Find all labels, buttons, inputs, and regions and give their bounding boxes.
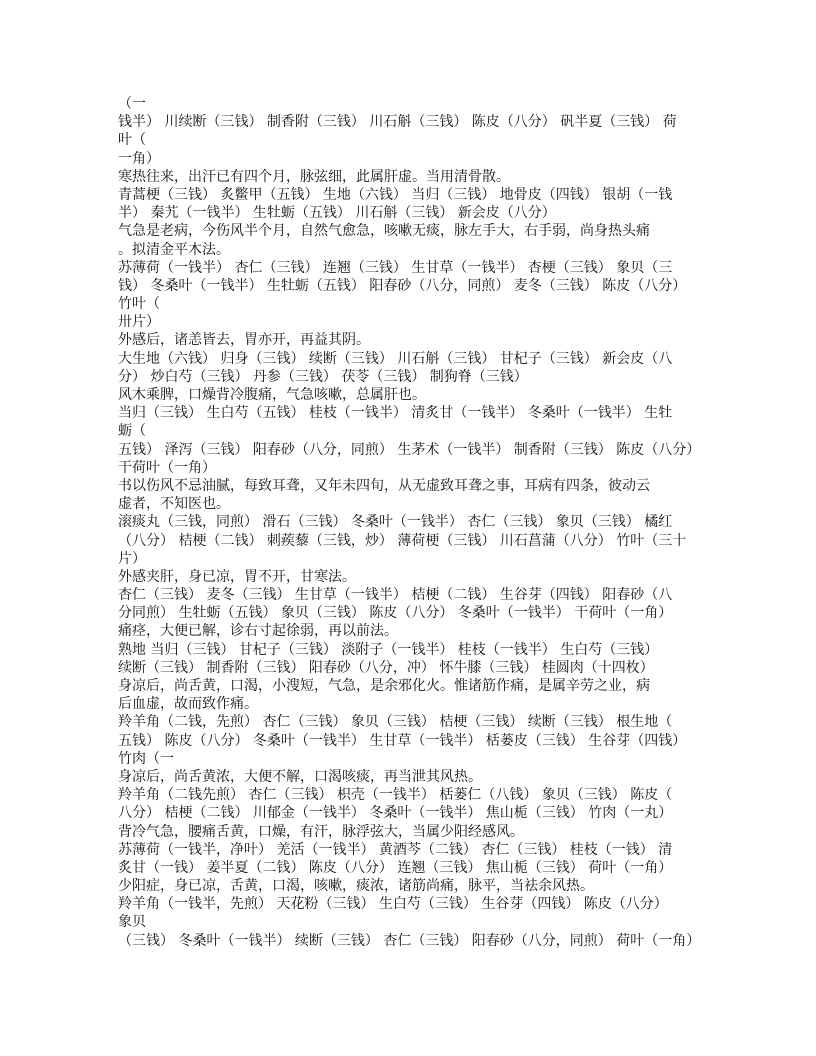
prescription-line: 续断（三钱） 制香附（三钱） 阳春砂（八分，冲） 怀牛膝（三钱） 桂圆肉（十四枚） [118, 659, 654, 676]
prescription-line: 竹肉（一 [118, 750, 174, 767]
prescription-line: 竹叶（ [118, 296, 160, 313]
prescription-line: 五钱） 陈皮（八分） 冬桑叶（一钱半） 生甘草（一钱半） 栝蒌皮（三钱） 生谷芽（四钱） [118, 732, 687, 749]
case-note: 背冷气急，腰痛舌黄，口燥，有汗，脉浮弦大，当属少阳经感风。 [118, 823, 524, 840]
text-line: （一 [118, 96, 146, 112]
prescription-line: 炙甘（一钱） 姜半夏（二钱） 陈皮（八分） 连翘（三钱） 焦山栀（三钱） 荷叶（一角） [118, 859, 673, 876]
text-line: 钱半） 川续断（三钱） 制香附（三钱） 川石斛（三钱） 陈皮（八分） 矾半夏（三钱） 荷 [118, 114, 677, 131]
text-line: 叶（ [118, 132, 146, 149]
prescription-line: 半） 秦艽（一钱半） 生牡蛎（五钱） 川石斛（三钱） 新会皮（八分） [118, 205, 556, 222]
prescription-line: 分） 炒白芍（三钱） 丹参（三钱） 茯苓（三钱） 制狗脊（三钱） [118, 368, 528, 385]
text-line: 一角） [118, 150, 160, 167]
case-note: 。拟清金平木法。 [118, 241, 230, 258]
prescription-line: （三钱） 冬桑叶（一钱半） 续断（三钱） 杏仁（三钱） 阳春砂（八分，同煎） 荷叶（一角） [118, 932, 701, 949]
prescription-line: 熟地 当归（三钱） 甘杞子（三钱） 淡附子（一钱半） 桂枝（一钱半） 生白芍（三钱） [118, 641, 659, 658]
case-note: 虚者，不知医也。 [118, 496, 230, 513]
prescription-line: 苏薄荷（一钱半） 杏仁（三钱） 连翘（三钱） 生甘草（一钱半） 杏梗（三钱） 象贝（三 [118, 259, 673, 276]
case-note: 痛痉，大便已解，诊右寸起徐弱，再以前法。 [118, 623, 398, 640]
prescription-line: 卅片） [118, 314, 160, 331]
prescription-line: 大生地（六钱） 归身（三钱） 续断（三钱） 川石斛（三钱） 甘杞子（三钱） 新会皮（八 [118, 350, 673, 367]
document-page [118, 95, 718, 950]
case-note: 外感后，诸恙皆去，胃亦开，再益其阴。 [118, 332, 370, 349]
prescription-line: 羚羊角（一钱半，先煎） 天花粉（三钱） 生白芍（三钱） 生谷芽（四钱） 陈皮（八分） [118, 896, 668, 913]
prescription-line: 八分） 桔梗（二钱） 川郁金（一钱半） 冬桑叶（一钱半） 焦山栀（三钱） 竹肉（一丸） [118, 805, 673, 822]
case-note: 后血虚，故而致作痛。 [118, 696, 258, 713]
prescription-line: 杏仁（三钱） 麦冬（三钱） 生甘草（一钱半） 桔梗（二钱） 生谷芽（四钱） 阳春砂（八 [118, 587, 673, 604]
prescription-line: （八分） 桔梗（二钱） 刺蒺藜（三钱，炒） 薄荷梗（三钱） 川石菖蒲（八分） 竹叶（三十 [118, 532, 687, 549]
prescription-line: 干荷叶（一角） [118, 459, 216, 476]
prescription-line: 羚羊角（二钱先煎） 杏仁（三钱） 枳壳（一钱半） 栝蒌仁（八钱） 象贝（三钱） 陈皮（ [118, 787, 673, 804]
prescription-line: 片） [118, 550, 146, 567]
case-note: 书以伤风不忌油腻，每致耳聋，又年未四旬，从无虚致耳聋之事，耳病有四条，彼动云 [118, 477, 650, 494]
case-note: 身凉后，尚舌黄浓，大便不解，口渴咳痰，再当泄其风热。 [118, 768, 482, 785]
case-note: 外感夹肝，身已凉，胃不开，甘寒法。 [118, 568, 356, 585]
case-note: 气急是老病，今伤风半个月，自然气愈急，咳嗽无痰，脉左手大，右手弱，尚身热头痛 [118, 223, 650, 240]
prescription-line: 分同煎） 生牡蛎（五钱） 象贝（三钱） 陈皮（八分） 冬桑叶（一钱半） 干荷叶（一角） [118, 605, 673, 622]
prescription-line: 当归（三钱） 生白芍（五钱） 桂枝（一钱半） 清炙甘（一钱半） 冬桑叶（一钱半） 生牡 [118, 405, 673, 422]
prescription-line: 蛎（ [118, 423, 146, 440]
prescription-line: 青蒿梗（三钱） 炙鳖甲（五钱） 生地（六钱） 当归（三钱） 地骨皮（四钱） 银胡（一钱 [118, 186, 673, 203]
prescription-line: 五钱） 泽泻（三钱） 阳春砂（八分，同煎） 生茅术（一钱半） 制香附（三钱） 陈皮（八分） [118, 441, 701, 458]
prescription-line: 滚痰丸（三钱，同煎） 滑石（三钱） 冬桑叶（一钱半） 杏仁（三钱） 象贝（三钱） 橘红 [118, 514, 673, 531]
case-note: 身凉后，尚舌黄，口渴，小溲短，气急，是余邪化火。惟诸筋作痛，是属辛劳之业，病 [118, 678, 650, 694]
prescription-line: 象贝 [118, 914, 146, 931]
case-note: 少阳症，身已凉，舌黄，口渴，咳嗽，痰浓，诸筋尚痛，脉平，当祛余风热。 [118, 878, 594, 895]
prescription-line: 苏薄荷（一钱半，净叶） 羌活（一钱半） 黄酒芩（二钱） 杏仁（三钱） 桂枝（一钱） 清 [118, 841, 673, 858]
case-note: 风木乘脾，口燥背冷腹痛，气急咳嗽，总属肝也。 [118, 387, 426, 403]
prescription-line: 羚羊角（二钱，先煎） 杏仁（三钱） 象贝（三钱） 桔梗（三钱） 续断（三钱） 根生地（ [118, 714, 673, 731]
case-note: 寒热往来，出汗已有四个月，脉弦细，此属肝虚。当用清骨散。 [118, 168, 510, 185]
prescription-line: 钱） 冬桑叶（一钱半） 生牡蛎（五钱） 阳春砂（八分，同煎） 麦冬（三钱） 陈皮（八分） [118, 277, 687, 294]
